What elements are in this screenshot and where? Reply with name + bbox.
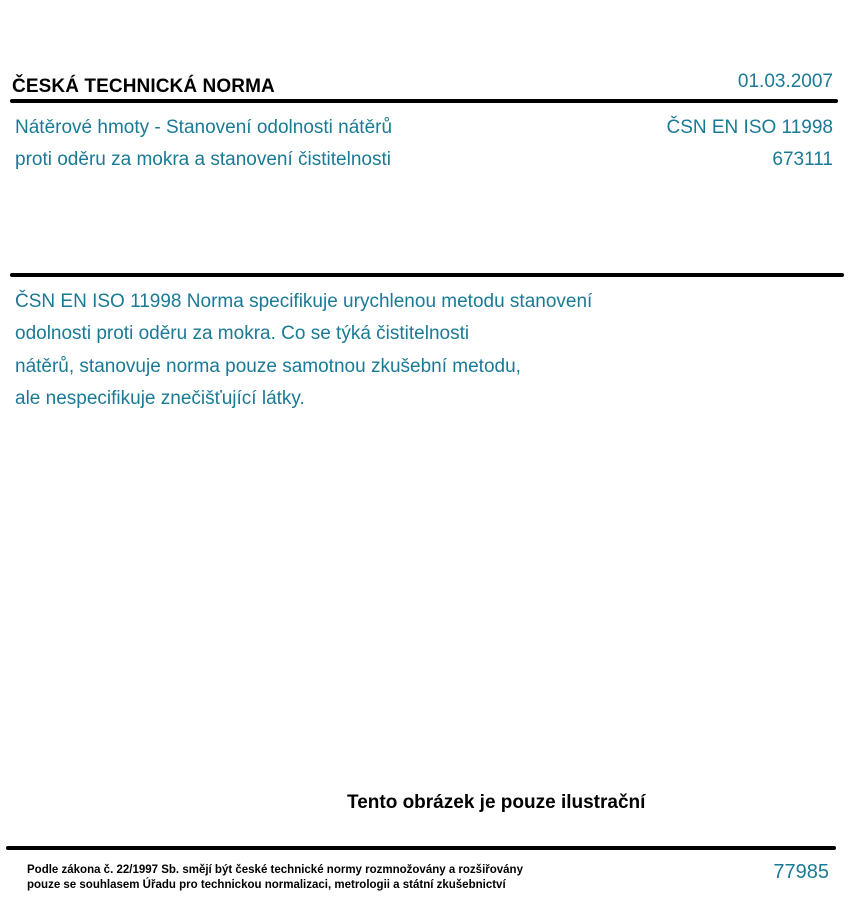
illustration-notice: Tento obrázek je pouze ilustrační	[347, 792, 646, 813]
norm-label: ČESKÁ TECHNICKÁ NORMA	[12, 76, 275, 97]
catalog-number: 77985	[773, 861, 829, 883]
header-divider	[10, 99, 838, 103]
abstract-line: ale nespecifikuje znečišťující látky.	[15, 388, 305, 409]
standard-title-line-2: proti oděru za mokra a stanovení čistitelnosti	[15, 149, 391, 170]
publication-date: 01.03.2007	[737, 71, 833, 92]
classification-code: 673111	[772, 149, 833, 170]
standard-title-line-1: Nátěrové hmoty - Stanovení odolnosti nátěrů	[15, 117, 393, 138]
abstract-line: nátěrů, stanovuje norma pouze samotnou zkušební metodu,	[15, 356, 521, 377]
legal-notice-line-1: Podle zákona č. 22/1997 Sb. smějí být české technické normy rozmnožovány a rozšiřovány	[27, 864, 523, 876]
footer-divider	[6, 846, 836, 850]
abstract-line: ČSN EN ISO 11998 Norma specifikuje urychlenou metodu stanovení	[15, 291, 593, 312]
legal-notice-line-2: pouze se souhlasem Úřadu pro technickou normalizaci, metrologii a státní zkušebnictví	[27, 879, 506, 891]
standard-designation: ČSN EN ISO 11998	[666, 117, 833, 138]
section-divider	[10, 273, 844, 277]
abstract-line: odolnosti proti oděru za mokra. Co se týká čistitelnosti	[15, 323, 470, 344]
